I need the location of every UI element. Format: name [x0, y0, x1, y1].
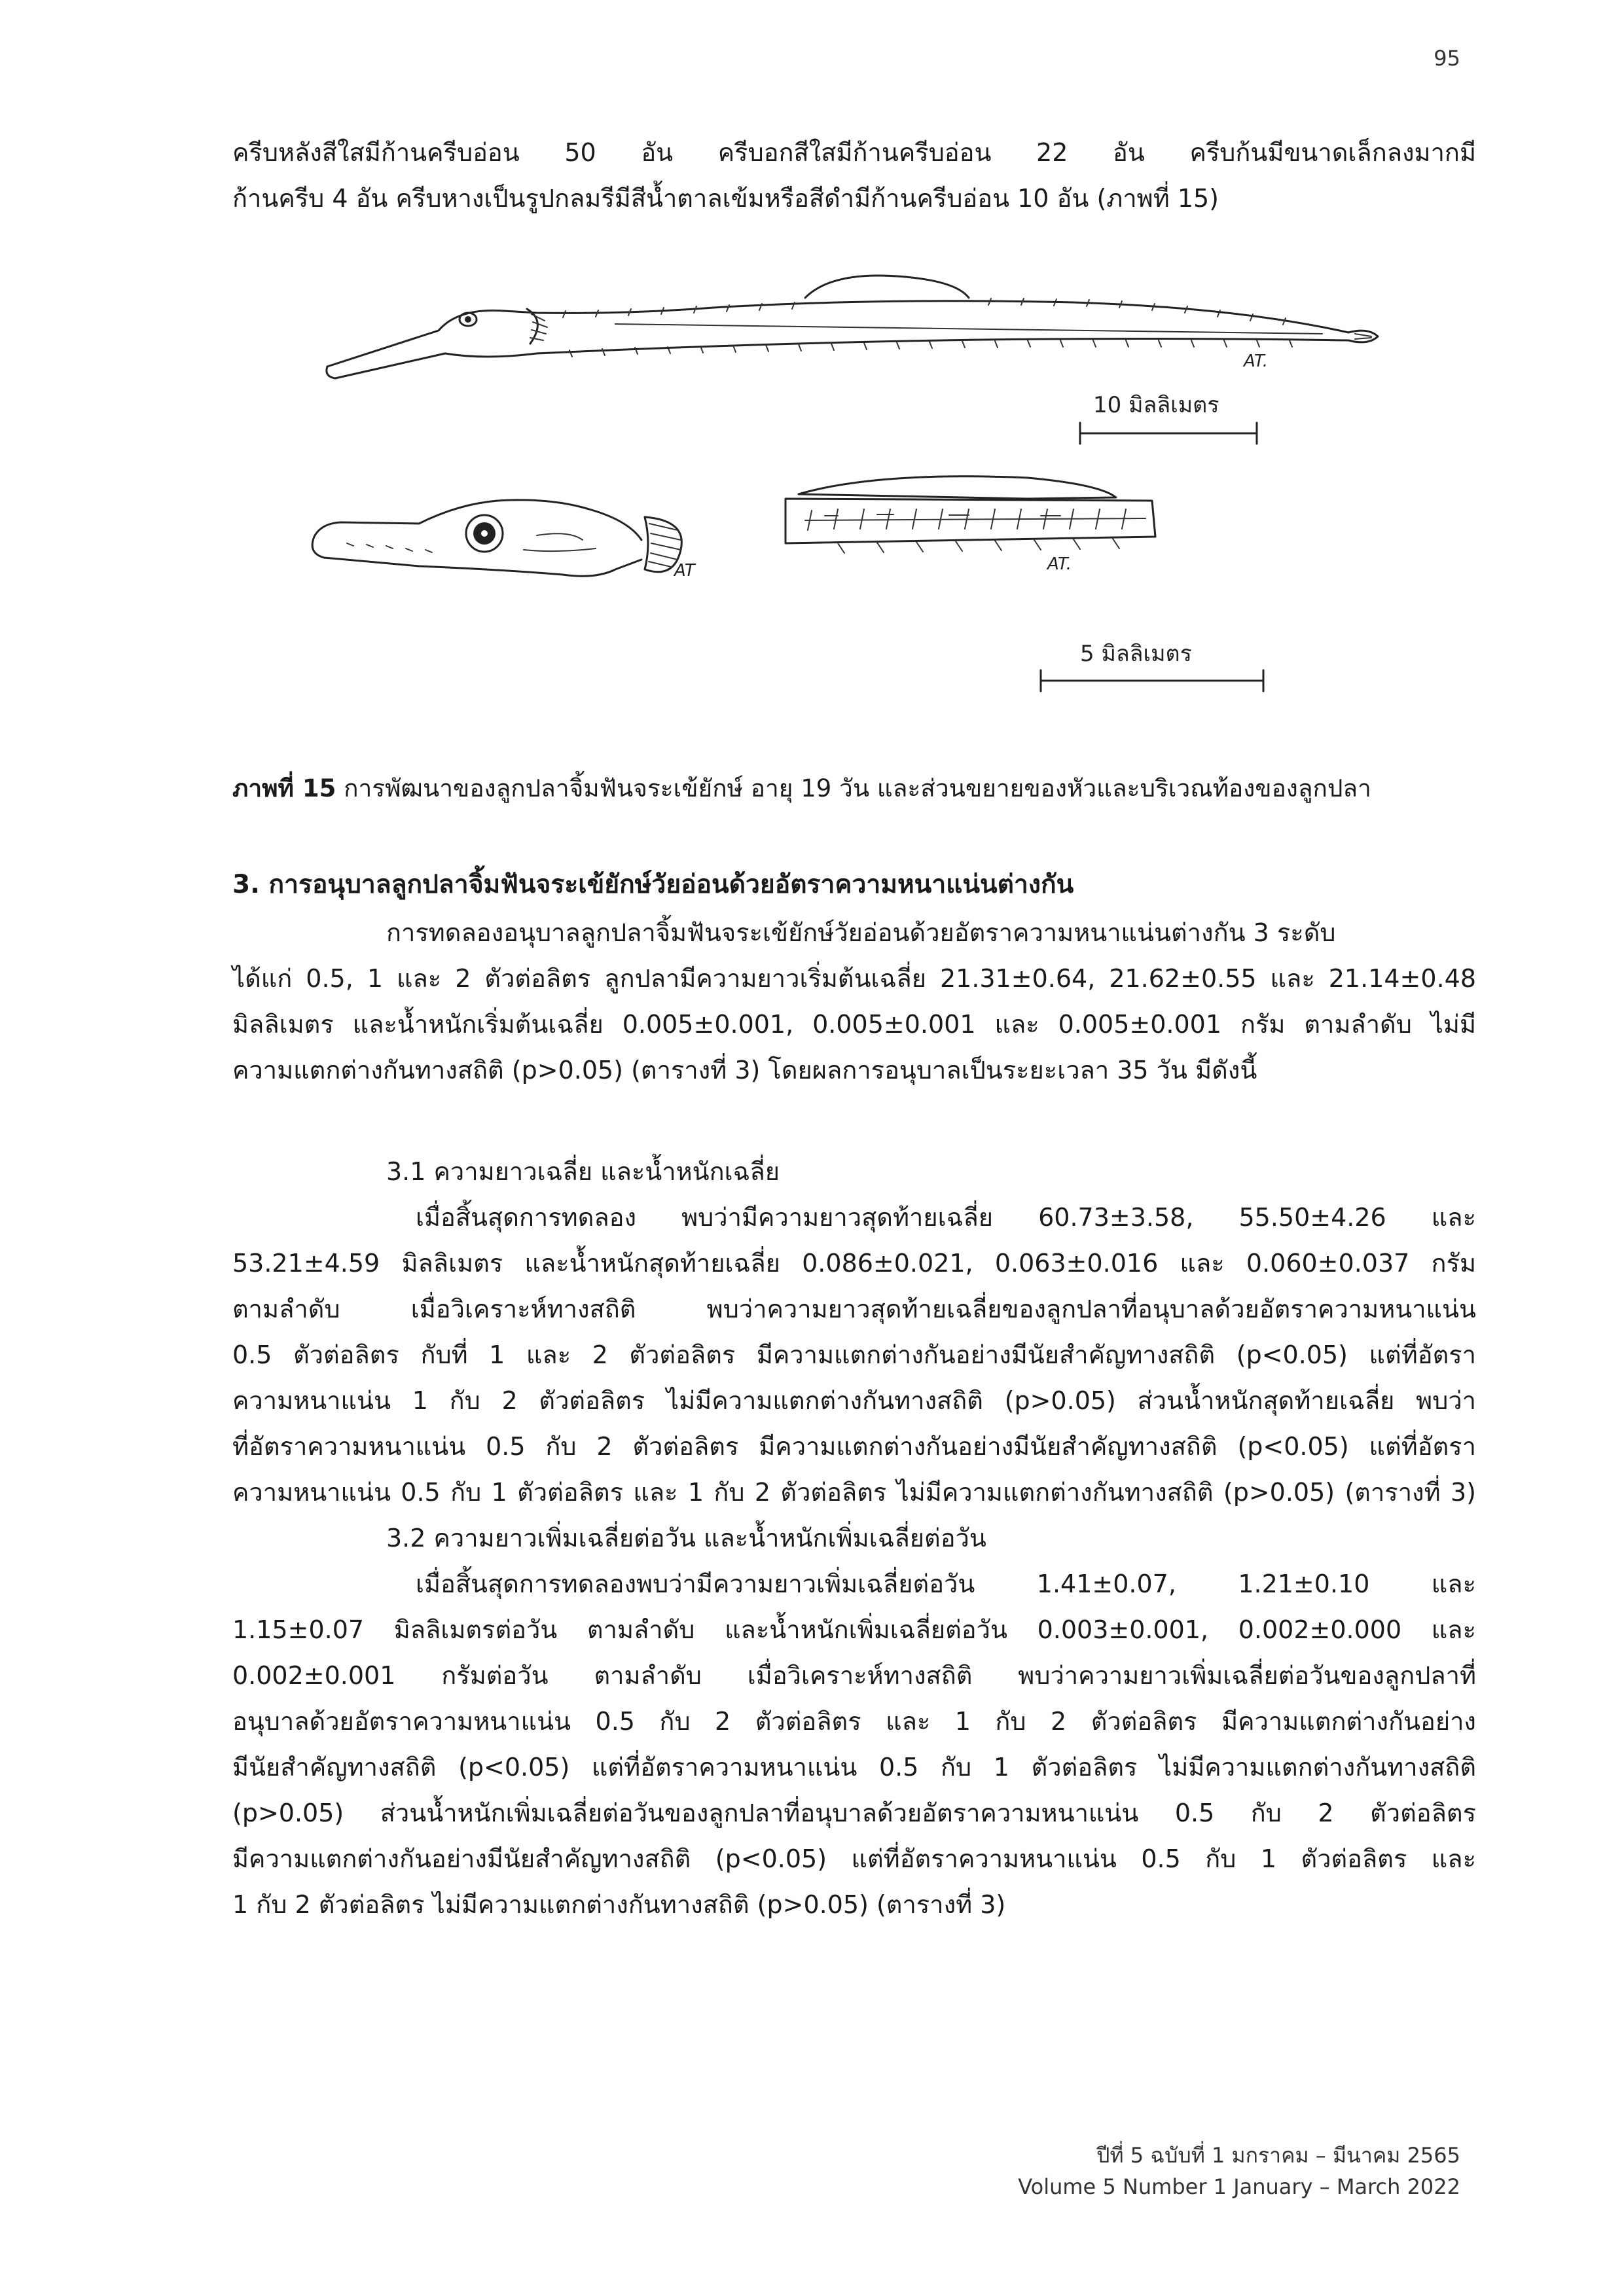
text-line: อนุบาลด้วยอัตราความหนาแน่น 0.5 กับ 2 ตัวต่อลิตร และ 1 กับ 2 ตัวต่อลิตร มีความแตกต่างกันอย่าง: [232, 1707, 1476, 1736]
text-line: ความหนาแน่น 0.5 กับ 1 ตัวต่อลิตร และ 1 กับ 2 ตัวต่อลิตร ไม่มีความแตกต่างกันทางสถิติ (p>0.05) (ตารางที่ 3): [232, 1478, 1476, 1507]
text-line: 53.21±4.59 มิลลิเมตร และน้ำหนักสุดท้ายเฉลี่ย 0.086±0.021, 0.063±0.016 และ 0.060±0.037 กรัม: [232, 1249, 1476, 1278]
pipefish-illustration: [288, 262, 1479, 720]
section-heading: 3. การอนุบาลลูกปลาจิ้มฟันจระเข้ยักษ์วัยอ่อนด้วยอัตราความหนาแน่นต่างกัน: [232, 870, 1074, 899]
text-line: ตามลำดับ เมื่อวิเคราะห์ทางสถิติ พบว่าความยาวสุดท้ายเฉลี่ยของลูกปลาที่อนุบาลด้วยอัตราความหนาแน่น: [232, 1295, 1476, 1323]
intro-paragraph: [232, 130, 1476, 221]
text-line: มีนัยสำคัญทางสถิติ (p<0.05) แต่ที่อัตราความหนาแน่น 0.5 กับ 1 ตัวต่อลิตร ไม่มีความแตกต่างกันทางสถิติ: [232, 1753, 1476, 1782]
text-line: ก้านครีบ 4 อัน ครีบหางเป็นรูปกลมรีมีสีน้ำตาลเข้มหรือสีดำมีก้านครีบอ่อน 10 อัน (ภาพที่ 15): [232, 184, 1219, 213]
text-line: 1.15±0.07 มิลลิเมตรต่อวัน ตามลำดับ และน้ำหนักเพิ่มเฉลี่ยต่อวัน 0.003±0.001, 0.002±0.000 และ: [232, 1615, 1476, 1644]
artist-signature-body: AT.: [1047, 554, 1072, 574]
scale-label-5mm: 5 มิลลิเมตร: [1080, 641, 1192, 667]
text-line: ความหนาแน่น 1 กับ 2 ตัวต่อลิตร ไม่มีความแตกต่างกันทางสถิติ (p>0.05) ส่วนน้ำหนักสุดท้ายเฉลี่ย พบว่า: [232, 1386, 1476, 1415]
text-line: ครีบหลังสีใสมีก้านครีบอ่อน 50 อัน ครีบอกสีใสมีก้านครีบอ่อน 22 อัน ครีบก้นมีขนาดเล็กลงมากมี: [232, 138, 1476, 167]
text-line: มิลลิเมตร และน้ำหนักเริ่มต้นเฉลี่ย 0.005±0.001, 0.005±0.001 และ 0.005±0.001 กรัม ตามลำดับ ไม่มี: [232, 1010, 1476, 1039]
text-line: 0.5 ตัวต่อลิตร กับที่ 1 และ 2 ตัวต่อลิตร มีความแตกต่างกันอย่างมีนัยสำคัญทางสถิติ (p<0.05) แต่ที่อัตรา: [232, 1340, 1476, 1369]
section3-paragraph: [232, 910, 1476, 1093]
text-line: (p>0.05) ส่วนน้ำหนักเพิ่มเฉลี่ยต่อวันของลูกปลาที่อนุบาลด้วยอัตราความหนาแน่น 0.5 กับ 2 ตัวต่อลิตร: [232, 1799, 1476, 1827]
whole-larva-drawing: [327, 276, 1378, 378]
scale-label-10mm: 10 มิลลิเมตร: [1093, 392, 1219, 418]
footer-issue-thai: ปีที่ 5 ฉบับที่ 1 มกราคม – มีนาคม 2565: [1096, 2143, 1460, 2168]
page-number: 95: [1434, 46, 1460, 71]
text-line: เมื่อสิ้นสุดการทดลองพบว่ามีความยาวเพิ่มเฉลี่ยต่อวัน 1.41±0.07, 1.21±0.10 และ: [416, 1570, 1476, 1598]
text-line: การทดลองอนุบาลลูกปลาจิ้มฟันจระเข้ยักษ์วัยอ่อนด้วยอัตราความหนาแน่นต่างกัน 3 ระดับ: [386, 918, 1336, 947]
artist-signature: AT.: [1244, 351, 1268, 371]
text-line: ได้แก่ 0.5, 1 และ 2 ตัวต่อลิตร ลูกปลามีความยาวเริ่มต้นเฉลี่ย 21.31±0.64, 21.62±0.55 และ 21.14±0.48: [232, 964, 1476, 993]
subsection-heading-3-2: 3.2 ความยาวเพิ่มเฉลี่ยต่อวัน และน้ำหนักเพิ่มเฉลี่ยต่อวัน: [386, 1524, 986, 1552]
text-line: มีความแตกต่างกันอย่างมีนัยสำคัญทางสถิติ (p<0.05) แต่ที่อัตราความหนาแน่น 0.5 กับ 1 ตัวต่อลิตร และ: [232, 1844, 1476, 1873]
figure-caption-text: การพัฒนาของลูกปลาจิ้มฟันจระเข้ยักษ์ อายุ 19 วัน และส่วนขยายของหัวและบริเวณท้องของลูกปลา: [336, 774, 1371, 802]
enlarged-body-drawing: [785, 476, 1155, 574]
subsection-heading-3-1: 3.1 ความยาวเฉลี่ย และน้ำหนักเฉลี่ย: [386, 1157, 780, 1186]
figure-caption-label: ภาพที่ 15: [232, 774, 336, 802]
scale-bar-5mm: [1041, 641, 1263, 691]
figure-caption: [232, 769, 1371, 808]
artist-signature-head: AT: [674, 561, 695, 581]
text-line: ความแตกต่างกันทางสถิติ (p>0.05) (ตารางที่ 3) โดยผลการอนุบาลเป็นระยะเวลา 35 วัน มีดังนี้: [232, 1056, 1257, 1085]
footer-issue-english: Volume 5 Number 1 January – March 2022: [1018, 2174, 1460, 2199]
text-line: ที่อัตราความหนาแน่น 0.5 กับ 2 ตัวต่อลิตร มีความแตกต่างกันอย่างมีนัยสำคัญทางสถิติ (p<0.05) แต่ที่อัตรา: [232, 1432, 1476, 1461]
text-line: 0.002±0.001 กรัมต่อวัน ตามลำดับ เมื่อวิเคราะห์ทางสถิติ พบว่าความยาวเพิ่มเฉลี่ยต่อวันของลูกปลาที่: [232, 1661, 1476, 1690]
enlarged-head-drawing: [312, 500, 696, 581]
subsection-3-1-paragraph: [232, 1194, 1476, 1515]
text-line: 1 กับ 2 ตัวต่อลิตร ไม่มีความแตกต่างกันทางสถิติ (p>0.05) (ตารางที่ 3): [232, 1890, 1006, 1919]
text-line: เมื่อสิ้นสุดการทดลอง พบว่ามีความยาวสุดท้ายเฉลี่ย 60.73±3.58, 55.50±4.26 และ: [416, 1203, 1476, 1232]
subsection-3-2-paragraph: [232, 1561, 1476, 1928]
scale-bar-10mm: [1080, 392, 1257, 444]
